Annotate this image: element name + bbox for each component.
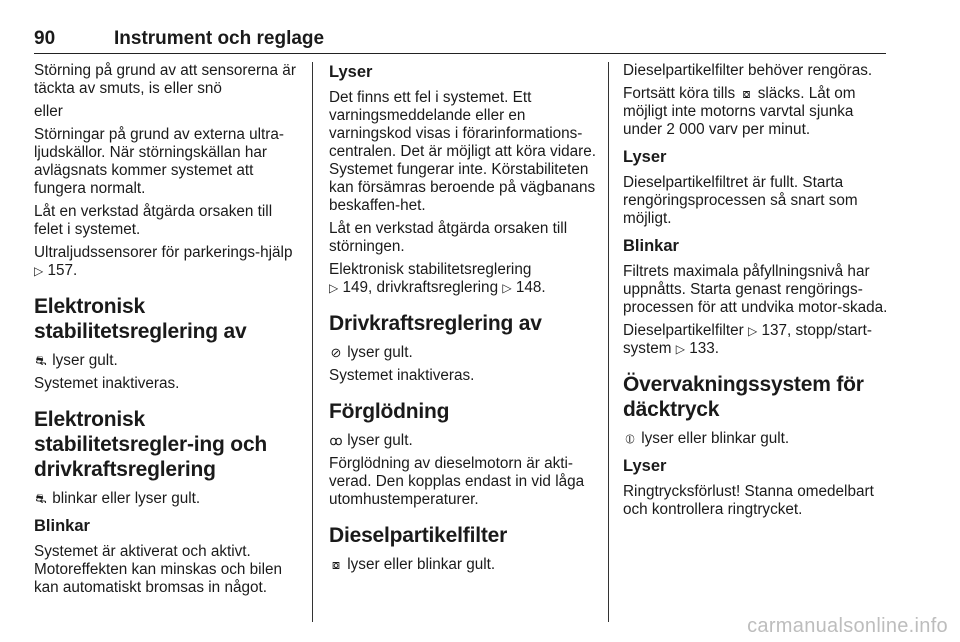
glow-plug-icon: ꝏ [329,433,343,448]
diesel-particle-filter-icon: ⧇ [742,86,751,101]
page-reference[interactable]: 157. [47,262,78,279]
page-reference[interactable]: 149, drivkraftsreglering [342,279,499,296]
paragraph: Störningar på grund av externa ultra-ljudskällor. När störningskällan har avlägsnats kommer systemet att fungera normalt. [34,126,284,197]
esc-icon: ⛐ [35,491,47,506]
column-3 [608,62,890,622]
ref-text: Dieselpartikelfilter [623,322,744,339]
paragraph-text: släcks. Låt om möjligt inte motorns varvtal sjunka under 2 000 varv per minut. [623,85,856,138]
ref-arrow-icon: ▷ [34,264,44,278]
paragraph: Låt en verkstad åtgärda orsaken till felet i systemet. [34,203,273,238]
paragraph: Ringtrycksförlust! Stanna omedelbart och kontrollera ringtrycket. [623,483,874,518]
ref-text: Elektronisk stabilitetsreglering [329,261,532,278]
paragraph: Dieselpartikelfilter behöver rengöras. [623,62,873,79]
page-number: 90 [34,28,56,49]
paragraph [34,244,300,280]
indicator-text: lyser gult. [347,344,413,361]
paragraph: Systemet inaktiveras. [34,375,180,392]
ref-text: Ultraljudssensorer för parkerings-hjälp [34,244,293,261]
paragraph: Systemet inaktiveras. [329,367,475,384]
section-heading-esc-off: Elektronisk stabilitetsreglering av [34,295,247,343]
indicator-line [329,556,596,574]
indicator-line [329,432,596,450]
page-reference[interactable]: 148. [515,279,546,296]
section-heading-glow: Förglödning [329,400,450,423]
section-heading-dpf: Dieselpartikelfilter [329,524,508,547]
subheading-lyser: Lyser [329,63,373,81]
indicator-text: lyser gult. [52,352,118,369]
paragraph [623,322,890,358]
section-heading-esc-tc: Elektronisk stabilitetsregler-ing och drivkraftsreglering [34,408,268,481]
section-heading-tpms: Övervakningssystem för däcktryck [623,373,864,421]
paragraph-text: Fortsätt köra tills [623,85,736,102]
ref-arrow-icon: ▷ [502,281,512,295]
tire-pressure-icon: ⦶ [625,431,635,446]
paragraph: Det finns ett fel i systemet. Ett varningsmeddelande eller en varningskod visas i förarinformations-centralen. Det är möjligt att köra vidare. Systemet fungerar inte. Körstabiliteten kan försämras beroende på vägbanans beskaffen-het. [329,89,596,214]
indicator-text: lyser eller blinkar gult. [641,430,790,447]
indicator-line [329,344,596,362]
section-heading-tc-off: Drivkraftsreglering av [329,312,542,335]
subheading-blinkar: Blinkar [623,237,679,255]
page-header [34,26,886,54]
indicator-line [623,430,890,448]
indicator-line [34,490,300,508]
paragraph [623,85,890,139]
paragraph: Systemet är aktiverat och aktivt. Motoreffekten kan minskas och bilen kan automatiskt bromsas in något. [34,543,282,596]
ref-arrow-icon: ▷ [329,281,339,295]
page-reference[interactable]: 133. [689,340,719,357]
paragraph: Störning på grund av att sensorerna är täckta av smuts, is eller snö [34,62,296,97]
indicator-line [34,352,300,370]
column-2 [312,62,596,622]
paragraph: Dieselpartikelfiltret är fullt. Starta rengöringsprocessen så snart som möjligt. [623,174,858,227]
paragraph [329,261,596,297]
indicator-text: blinkar eller lyser gult. [52,490,201,507]
traction-control-off-icon: ⊘ [330,345,342,360]
page-reference[interactable]: 137, stopp/start-system [623,322,872,357]
subheading-blinkar: Blinkar [34,517,90,535]
subheading-lyser: Lyser [623,457,667,475]
diesel-particle-filter-icon: ⧇ [331,557,341,572]
ref-arrow-icon: ▷ [747,324,758,338]
esc-off-icon: ⛐ [35,353,47,368]
paragraph: Filtrets maximala påfyllningsnivå har uppnåtts. Starta genast rengörings-processen för att undvika motor-skada. [623,263,888,316]
subheading-lyser: Lyser [623,148,667,166]
paragraph: eller [34,103,63,120]
indicator-text: lyser gult. [347,432,413,449]
column-1 [34,62,300,622]
paragraph: Låt en verkstad åtgärda orsaken till störningen. [329,220,568,255]
indicator-text: lyser eller blinkar gult. [347,556,496,573]
watermark: carmanualsonline.info [747,615,948,637]
paragraph: Förglödning av dieselmotorn är akti-verad. Den kopplas endast in vid låga utomhustemperaturer. [329,455,585,508]
page-title: Instrument och reglage [114,28,325,49]
ref-arrow-icon: ▷ [675,342,685,356]
